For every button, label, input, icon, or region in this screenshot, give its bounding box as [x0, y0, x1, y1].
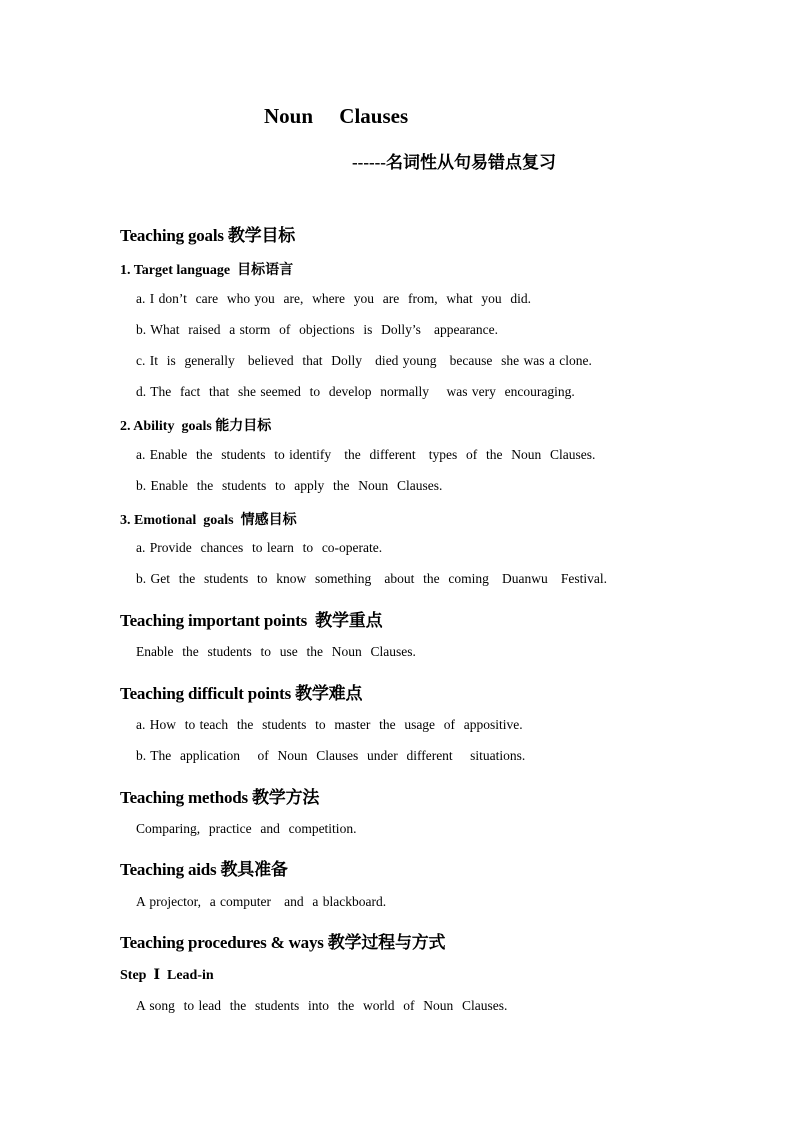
step-lead-in-heading: Step Ⅰ Lead-in [120, 968, 214, 983]
ability-item-a: a. Enable the students to identify the different types of the Noun Clauses. [136, 447, 596, 462]
target-item-c: c. It is generally believed that Dolly died young because she was a clone. [136, 353, 592, 368]
difficult-item-b: b. The application of Noun Clauses under different situations. [136, 748, 526, 763]
methods-text: Comparing, practice and competition. [136, 821, 357, 836]
heading-target-language: 1. Target language 目标语言 [120, 263, 294, 278]
important-text: Enable the students to use the Noun Clauses. [136, 644, 416, 659]
document-title: Noun Clauses [264, 104, 409, 128]
heading-difficult-points: Teaching difficult points 教学难点 [120, 684, 363, 703]
heading-teaching-goals: Teaching goals 教学目标 [120, 226, 296, 245]
document-subtitle: ------名词性从句易错点复习 [352, 153, 556, 172]
target-item-a: a. I don’t care who you are, where you are from, what you did. [136, 291, 532, 306]
heading-teaching-methods: Teaching methods 教学方法 [120, 788, 320, 807]
emotional-item-a: a. Provide chances to learn to co-operate. [136, 540, 383, 555]
target-item-b: b. What raised a storm of objections is Dolly’s appearance. [136, 322, 499, 337]
emotional-item-b: b. Get the students to know something about the coming Duanwu Festival. [136, 571, 607, 586]
heading-important-points: Teaching important points 教学重点 [120, 611, 383, 630]
heading-emotional-goals: 3. Emotional goals 情感目标 [120, 513, 297, 528]
aids-text: A projector, a computer and a blackboard. [136, 894, 387, 909]
heading-ability-goals: 2. Ability goals 能力目标 [120, 419, 272, 434]
heading-teaching-aids: Teaching aids 教具准备 [120, 860, 288, 879]
lead-in-text: A song to lead the students into the world of Noun Clauses. [136, 998, 508, 1013]
difficult-item-a: a. How to teach the students to master the usage of appositive. [136, 717, 523, 732]
ability-item-b: b. Enable the students to apply the Noun Clauses. [136, 478, 443, 493]
target-item-d: d. The fact that she seemed to develop normally was very encouraging. [136, 384, 575, 399]
heading-teaching-procedures: Teaching procedures & ways 教学过程与方式 [120, 933, 446, 952]
